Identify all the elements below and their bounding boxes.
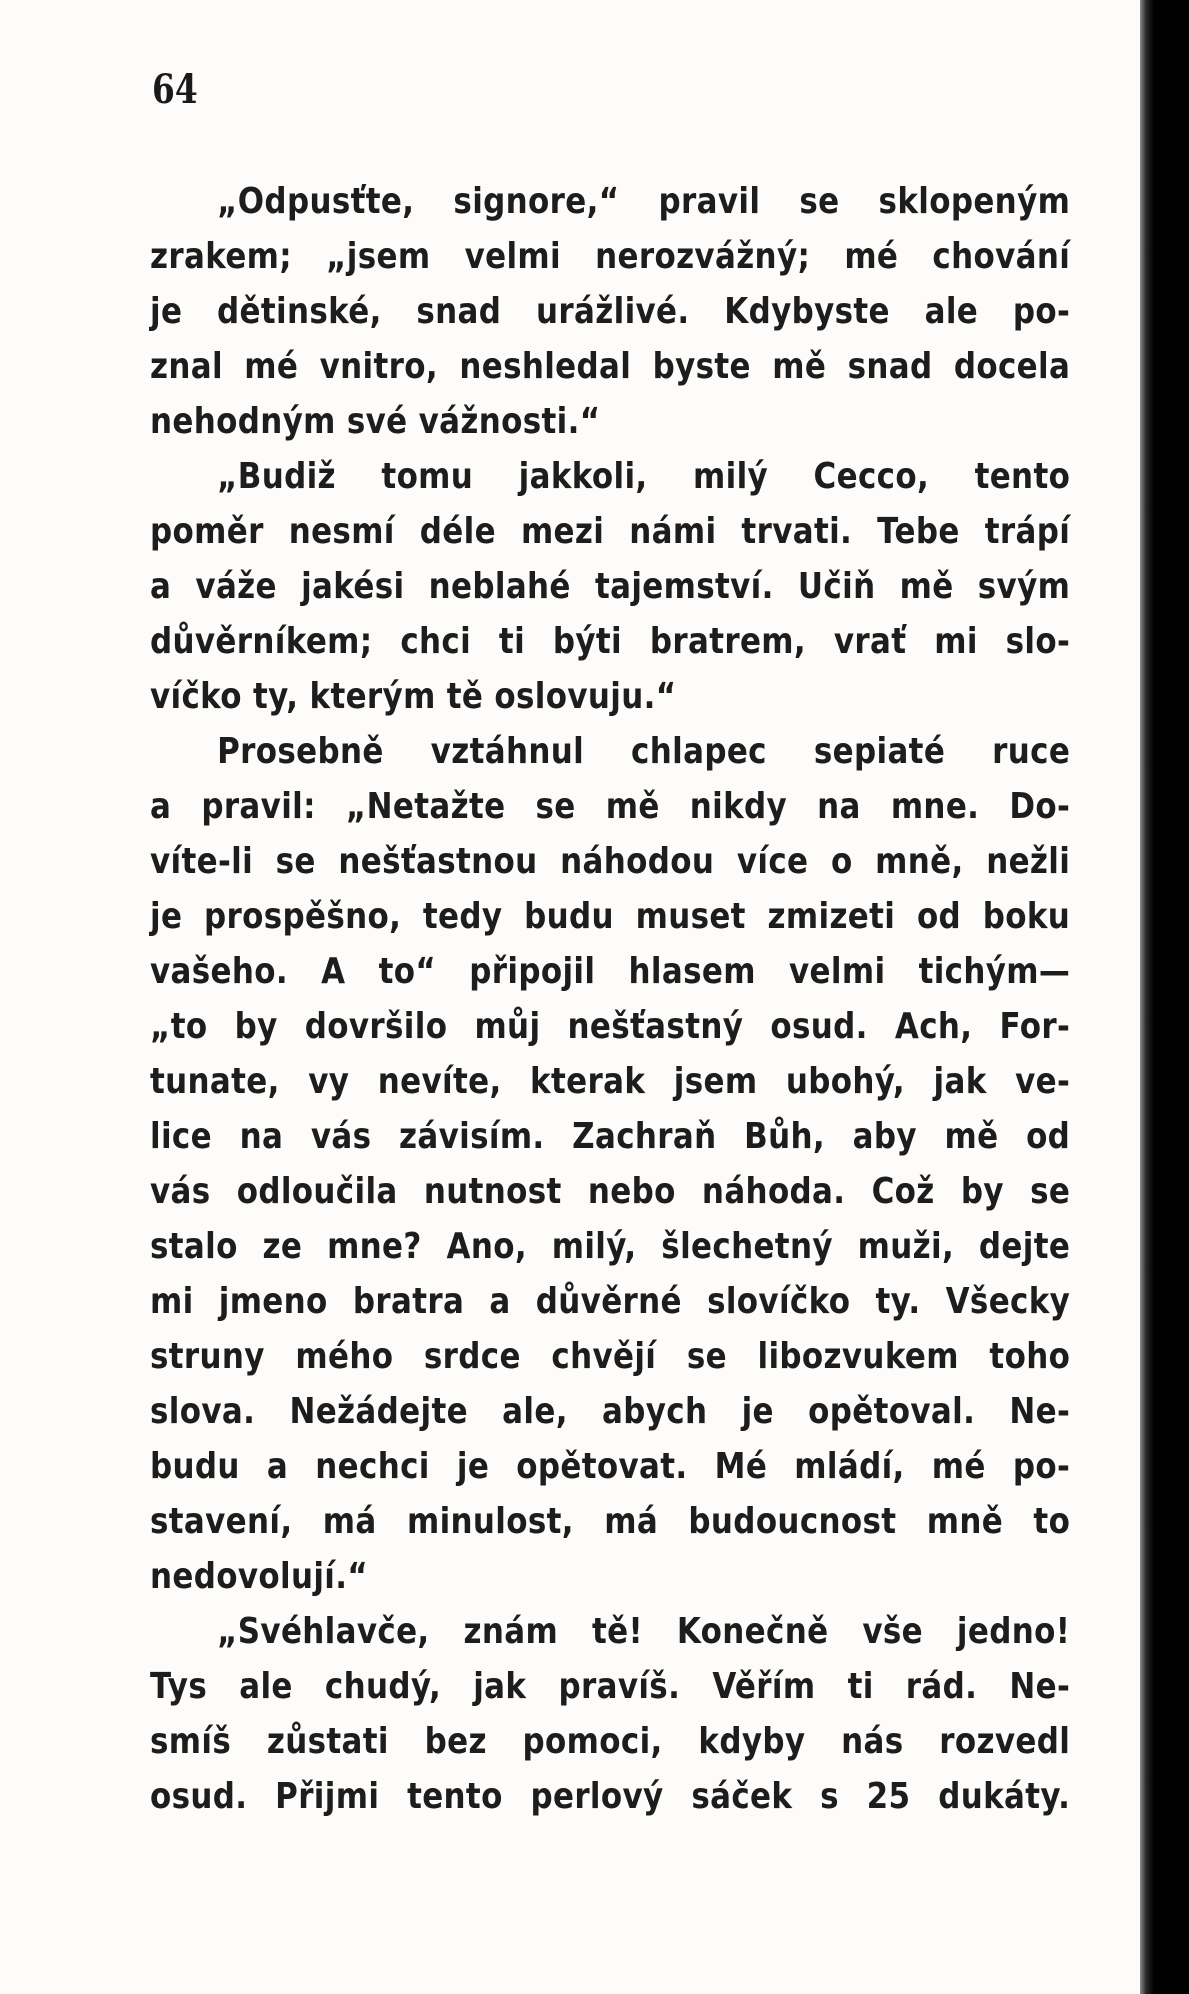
text-line: znal mé vnitro, neshledal byste mě snad docela bbox=[150, 346, 1071, 387]
text-line: a váže jakési neblahé tajemství. Učiň mě svým bbox=[150, 566, 1071, 607]
text-line: osud. Přijmi tento perlový sáček s 25 dukáty. bbox=[150, 1776, 1071, 1817]
text-line: „Budiž tomu jakkoli, milý Cecco, tento bbox=[217, 456, 1071, 497]
text-line: víčko ty, kterým tě oslovuju.“ bbox=[150, 676, 677, 717]
text-line: je prospěšno, tedy budu muset zmizeti od boku bbox=[150, 896, 1071, 937]
text-line: smíš zůstati bez pomoci, kdyby nás rozvedl bbox=[150, 1721, 1071, 1762]
text-line: víte-li se nešťastnou náhodou více o mně, nežli bbox=[150, 841, 1071, 882]
text-line: „Odpusťte, signore,“ pravil se sklopeným bbox=[217, 181, 1071, 222]
text-line: a pravil: „Netažte se mě nikdy na mne. Do- bbox=[150, 786, 1071, 827]
text-line: vás odloučila nutnost nebo náhoda. Což by se bbox=[150, 1171, 1071, 1212]
text-line: vašeho. A to“ připojil hlasem velmi tichým— bbox=[150, 951, 1071, 992]
text-line: „to by dovršilo můj nešťastný osud. Ach, For- bbox=[150, 1006, 1071, 1047]
page-number: 64 bbox=[152, 66, 198, 113]
text-line: je dětinské, snad urážlivé. Kdybyste ale po- bbox=[150, 291, 1071, 332]
text-line: nedovolují.“ bbox=[150, 1556, 369, 1597]
text-line: slova. Nežádejte ale, abych je opětoval. Ne- bbox=[150, 1391, 1071, 1432]
text-line: zrakem; „jsem velmi nerozvážný; mé chování bbox=[150, 236, 1071, 277]
text-line: lice na vás závisím. Zachraň Bůh, aby mě od bbox=[150, 1116, 1071, 1157]
text-line: budu a nechci je opětovat. Mé mládí, mé po- bbox=[150, 1446, 1071, 1487]
text-line: tunate, vy nevíte, kterak jsem ubohý, jak ve- bbox=[150, 1061, 1071, 1102]
text-line: „Svéhlavče, znám tě! Konečně vše jedno! bbox=[217, 1611, 1071, 1652]
text-line: struny mého srdce chvějí se libozvukem toho bbox=[150, 1336, 1071, 1377]
text-line: Tys ale chudý, jak pravíš. Věřím ti rád. Ne- bbox=[150, 1666, 1071, 1707]
text-line: Prosebně vztáhnul chlapec sepiaté ruce bbox=[217, 731, 1071, 772]
text-line: stalo ze mne? Ano, milý, šlechetný muži, dejte bbox=[150, 1226, 1071, 1267]
body-text bbox=[150, 174, 1070, 1824]
text-line: poměr nesmí déle mezi námi trvati. Tebe trápí bbox=[150, 511, 1071, 552]
text-line: mi jmeno bratra a důvěrné slovíčko ty. Všecky bbox=[150, 1281, 1071, 1322]
text-line: důvěrníkem; chci ti býti bratrem, vrať mi slo- bbox=[150, 621, 1071, 662]
text-line: stavení, má minulost, má budoucnost mně to bbox=[150, 1501, 1071, 1542]
text-line: nehodným své vážnosti.“ bbox=[150, 401, 601, 442]
page-edge-shadow bbox=[1140, 0, 1189, 1994]
